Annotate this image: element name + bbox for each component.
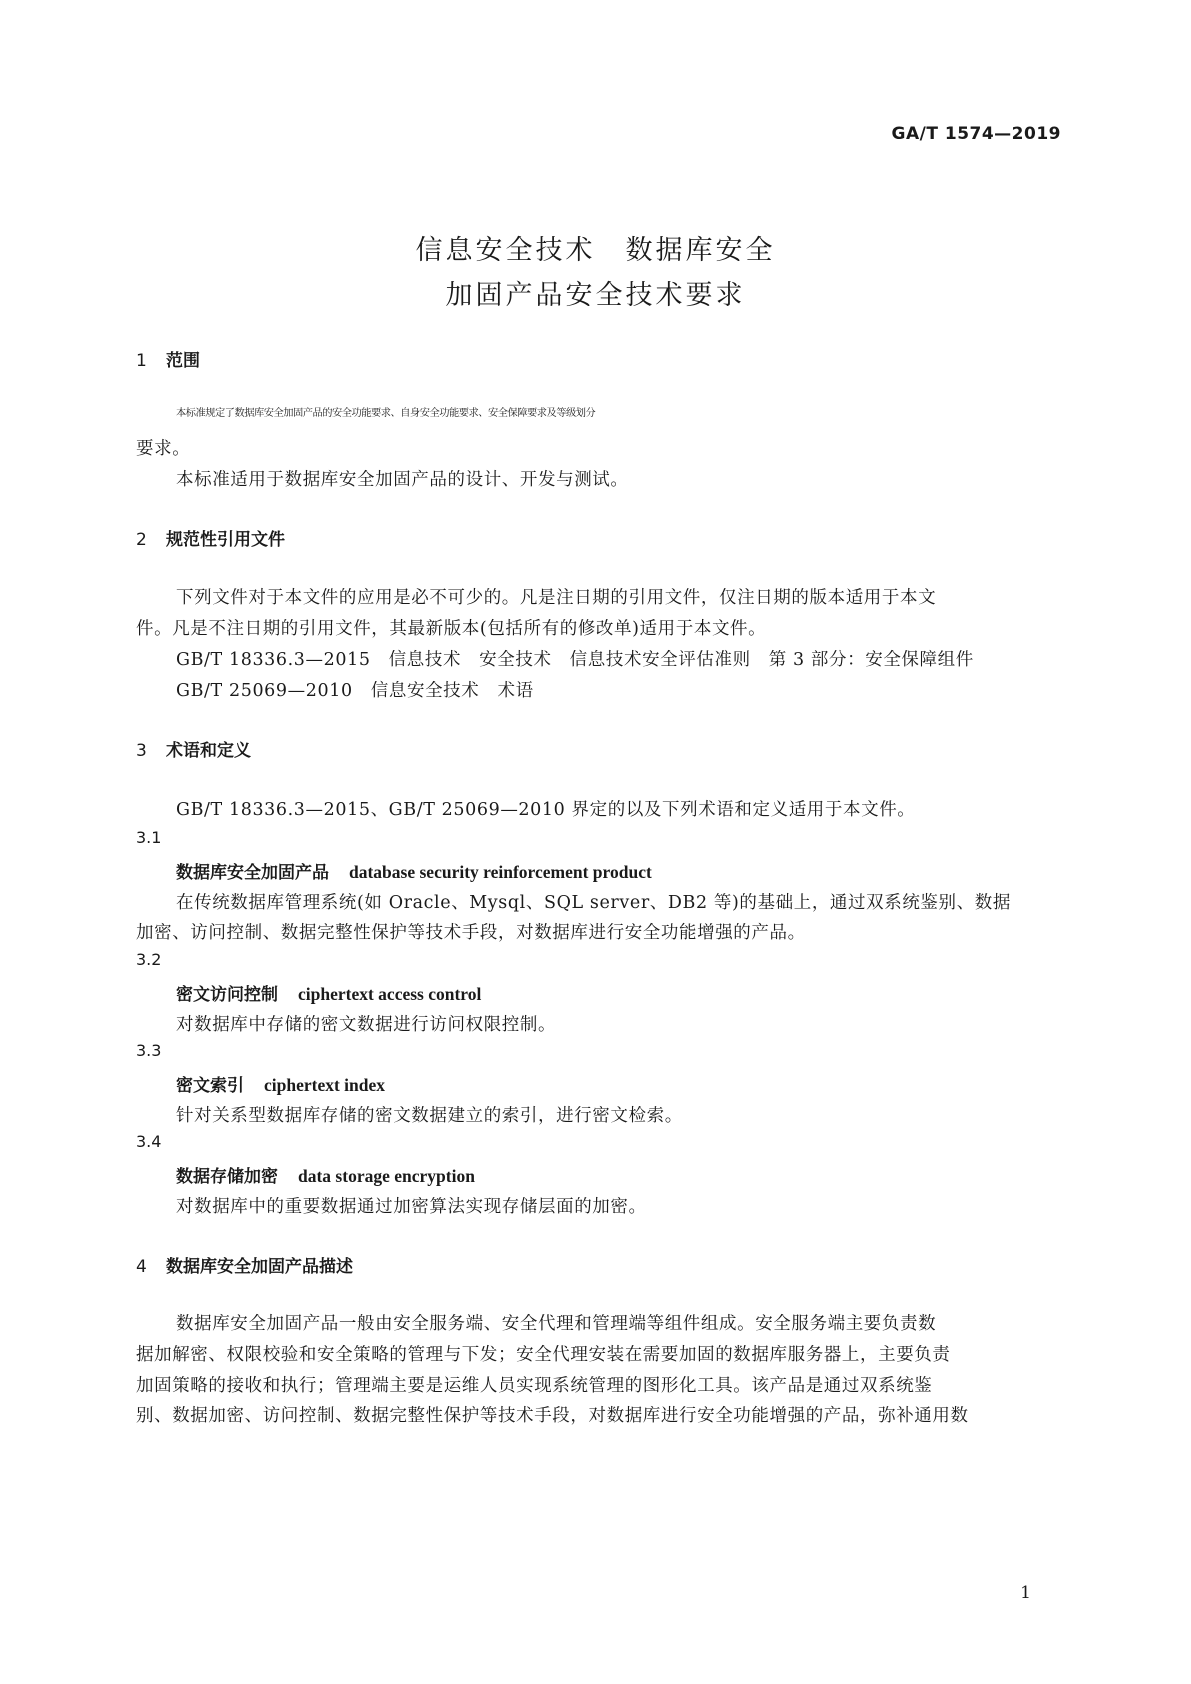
paragraph: 本标准适用于数据库安全加固产品的设计、开发与测试。 (176, 470, 629, 490)
section-title: 数据库安全加固产品描述 (166, 1257, 353, 1277)
term-chinese: 数据库安全加固产品 (176, 863, 329, 883)
term-number: 3.4 (136, 1132, 162, 1151)
paragraph: 下列文件对于本文件的应用是必不可少的。凡是注日期的引用文件，仅注日期的版本适用于本文 (176, 588, 937, 608)
term-chinese: 数据存储加密 (176, 1167, 278, 1187)
section-1-heading (136, 346, 200, 371)
section-3-heading (136, 736, 251, 761)
page-number: 1 (1020, 1583, 1031, 1603)
term-chinese: 密文访问控制 (176, 985, 278, 1005)
term-number: 3.3 (136, 1041, 162, 1060)
paragraph: 要求。 (136, 439, 191, 459)
section-number: 1 (136, 351, 147, 371)
term-definition: 在传统数据库管理系统(如 Oracle、Mysql、SQL server、DB2 等)的基础上，通过双系统鉴别、数据 (176, 893, 1011, 913)
term-english: ciphertext access control (298, 984, 482, 1004)
paragraph: GB/T 18336.3—2015、GB/T 25069—2010 界定的以及下列术语和定义适用于本文件。 (176, 800, 916, 820)
term-definition: 对数据库中存储的密文数据进行访问权限控制。 (176, 1015, 557, 1035)
section-number: 2 (136, 530, 147, 550)
term-english: ciphertext index (264, 1075, 386, 1095)
section-number: 3 (136, 741, 147, 761)
paragraph: 别、数据加密、访问控制、数据完整性保护等技术手段，对数据库进行安全功能增强的产品，弥补通用数 (136, 1406, 969, 1426)
term-chinese: 密文索引 (176, 1076, 244, 1096)
section-title: 范围 (166, 351, 200, 371)
document-title-line-2: 加固产品安全技术要求 (445, 280, 746, 311)
term-definition: 对数据库中的重要数据通过加密算法实现存储层面的加密。 (176, 1197, 647, 1217)
section-title: 规范性引用文件 (166, 530, 285, 550)
normative-reference: GB/T 25069—2010 信息安全技术 术语 (176, 681, 534, 701)
section-4-heading (136, 1252, 353, 1277)
document-title-line-1: 信息安全技术 数据库安全 (415, 235, 776, 266)
term-definition: 加密、访问控制、数据完整性保护等技术手段，对数据库进行安全功能增强的产品。 (136, 923, 806, 943)
section-2-heading (136, 525, 285, 550)
term-english: data storage encryption (298, 1166, 475, 1186)
standard-number: GA/T 1574—2019 (891, 124, 1061, 144)
normative-reference: GB/T 18336.3—2015 信息技术 安全技术 信息技术安全评估准则 第 3 部分：安全保障组件 (176, 650, 974, 670)
term-number: 3.2 (136, 950, 162, 969)
term-english: database security reinforcement product (349, 862, 652, 882)
paragraph: 本标准规定了数据库安全加固产品的安全功能要求、自身安全功能要求、安全保障要求及等级划分 (176, 407, 596, 419)
paragraph: 据加解密、权限校验和安全策略的管理与下发；安全代理安装在需要加固的数据库服务器上，主要负责 (136, 1345, 951, 1365)
term-definition: 针对关系型数据库存储的密文数据建立的索引，进行密文检索。 (176, 1106, 683, 1126)
term-number: 3.1 (136, 828, 162, 847)
paragraph: 数据库安全加固产品一般由安全服务端、安全代理和管理端等组件组成。安全服务端主要负责数 (176, 1314, 937, 1334)
section-title: 术语和定义 (166, 741, 251, 761)
term-heading (176, 1071, 385, 1096)
section-number: 4 (136, 1257, 147, 1277)
paragraph: 加固策略的接收和执行；管理端主要是运维人员实现系统管理的图形化工具。该产品是通过双系统鉴 (136, 1376, 933, 1396)
term-heading (176, 980, 481, 1005)
term-heading (176, 1162, 475, 1187)
term-heading (176, 858, 652, 883)
paragraph: 件。凡是不注日期的引用文件，其最新版本(包括所有的修改单)适用于本文件。 (136, 619, 767, 639)
